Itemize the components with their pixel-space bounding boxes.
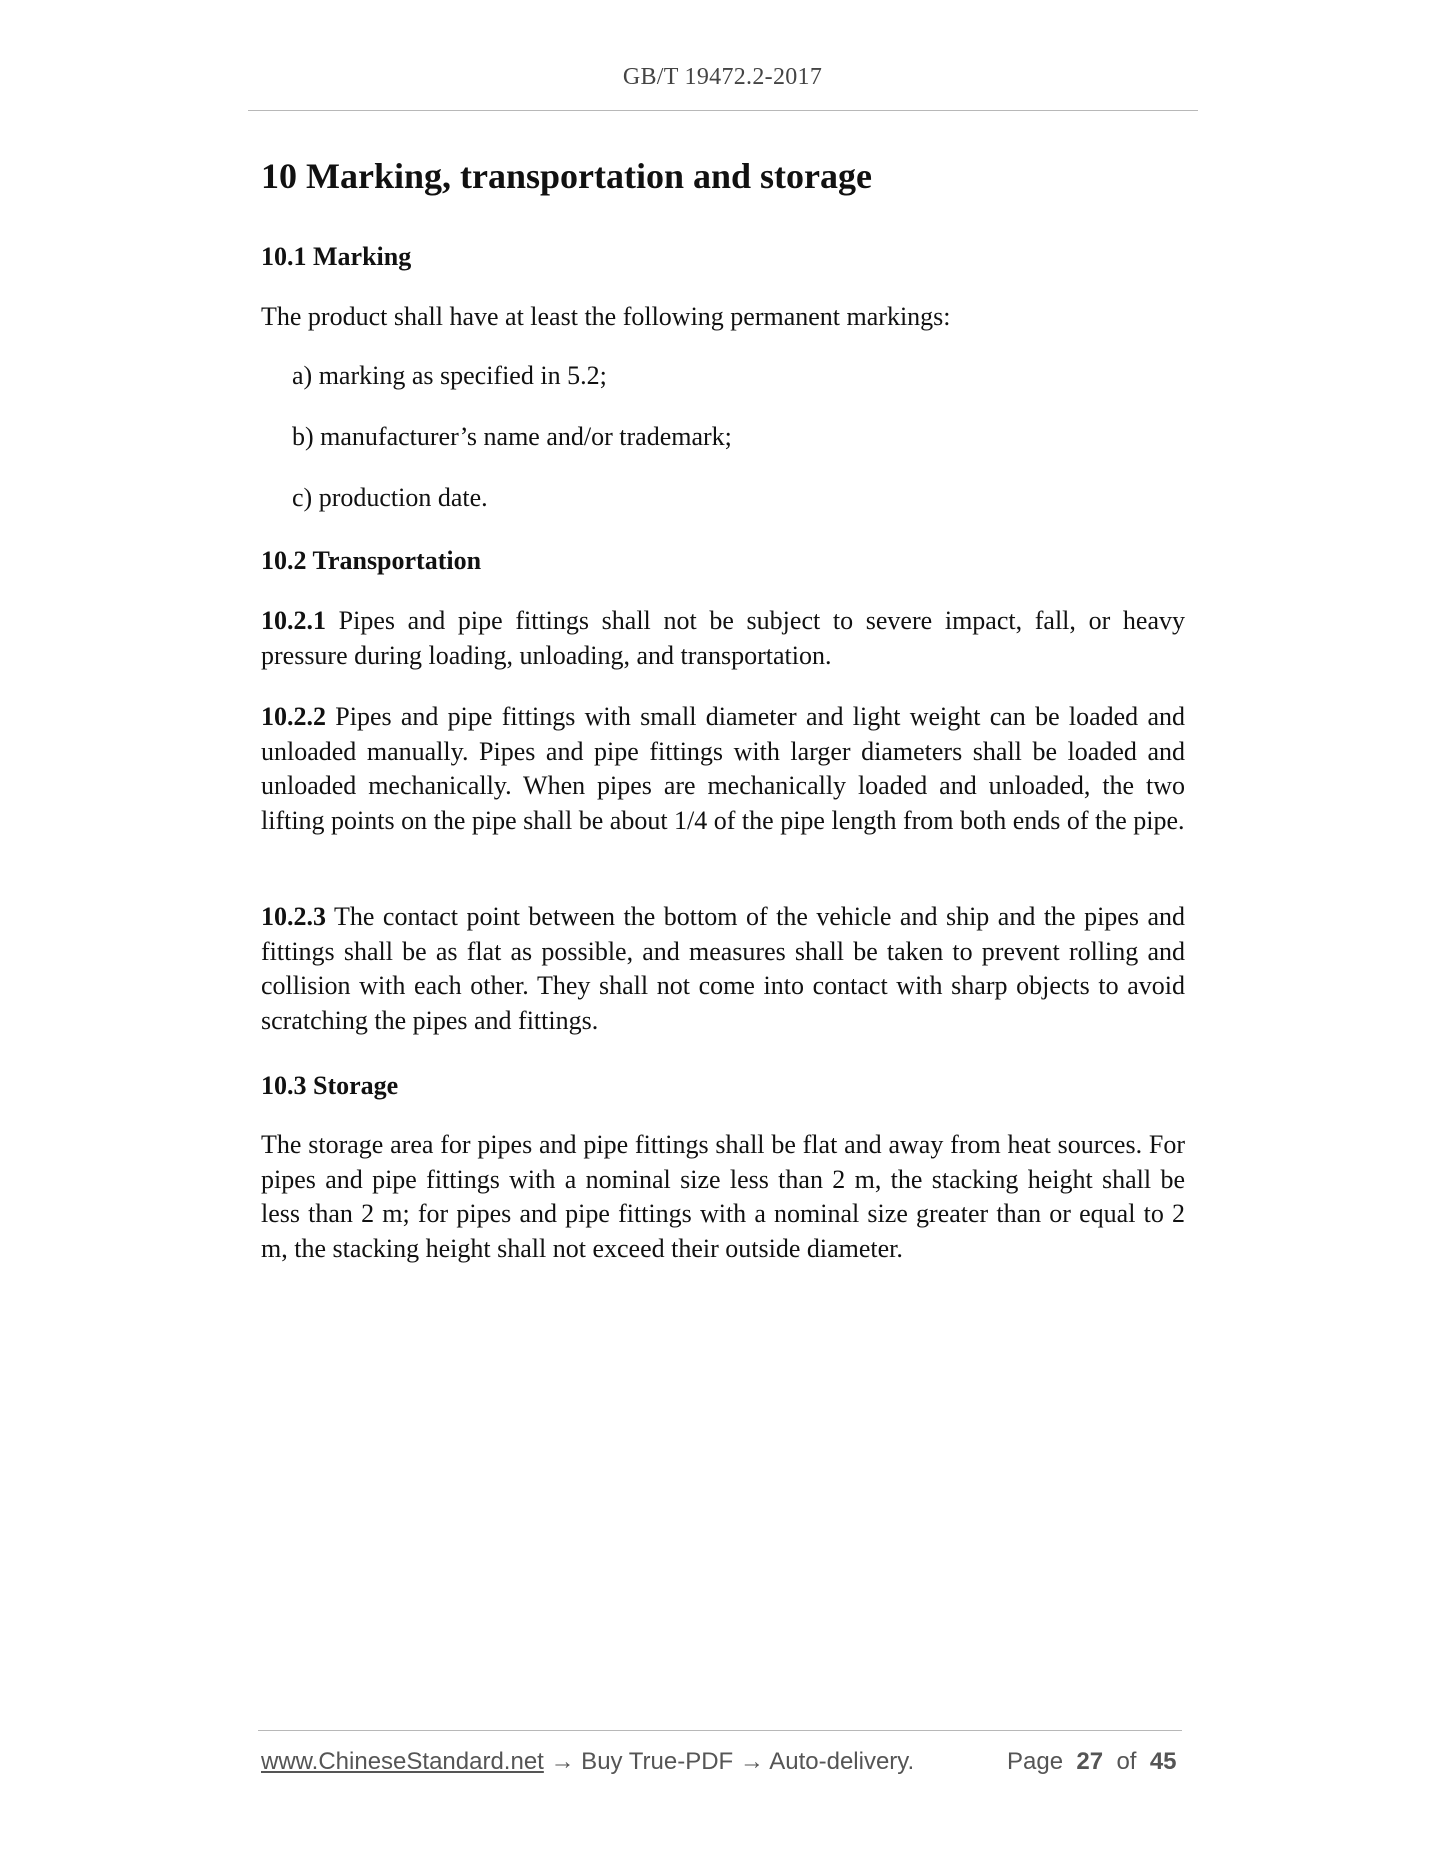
footer-promo-text: → Buy True-PDF → Auto-delivery.: [543, 1748, 915, 1775]
storage-paragraph: The storage area for pipes and pipe fittings shall be flat and away from heat sources. For pipes and pipe fittings with a nominal size less than 2 m, the stacking height shall be less than 2 m; for pipes and pipe fittings with a nominal size greater than or equal to 2 m, the stacking height shall not exceed their outside diameter.: [261, 1130, 1185, 1263]
clause-number: 10.2.2: [261, 702, 326, 731]
clause-10-2-1: [261, 604, 1185, 673]
marking-item-a: a) marking as specified in 5.2;: [292, 361, 607, 390]
chinesestandard-link[interactable]: www.ChineseStandard.net: [261, 1748, 544, 1775]
page-footer: [261, 1748, 1181, 1776]
section-title: 10 Marking, transportation and storage: [261, 156, 872, 196]
clause-text: Pipes and pipe fittings shall not be subject to severe impact, fall, or heavy pressure during loading, unloading, and transportation.: [261, 606, 1185, 670]
clause-text: Pipes and pipe fittings with small diameter and light weight can be loaded and unloaded manually. Pipes and pipe fittings with larger diameters shall be loaded and unloaded mechanically. When pipes are mechanically loaded and unloaded, the two lifting points on the pipe shall be about 1/4 of the pipe length from both ends of the pipe.: [261, 702, 1185, 835]
header-divider: [248, 110, 1198, 111]
page-current: 27: [1076, 1748, 1104, 1775]
document-code-header: GB/T 19472.2-2017: [622, 64, 823, 90]
footer-divider: [258, 1730, 1182, 1731]
clause-number: 10.2.1: [261, 606, 326, 635]
page-label: Page: [1007, 1748, 1064, 1775]
page-indicator: [1007, 1748, 1177, 1776]
storage-heading: 10.3 Storage: [261, 1071, 399, 1100]
marking-item-b: b) manufacturer’s name and/or trademark;: [292, 422, 732, 451]
clause-text: The contact point between the bottom of the vehicle and ship and the pipes and fittings shall be as flat as possible, and measures shall be taken to prevent rolling and collision with each other. They shall not come into contact with sharp objects to avoid scratching the pipes and fittings.: [261, 902, 1185, 1035]
marking-intro: The product shall have at least the following permanent markings:: [261, 302, 951, 331]
page-total: 45: [1149, 1748, 1177, 1775]
transportation-heading: 10.2 Transportation: [261, 546, 482, 575]
page-of-label: of: [1116, 1748, 1137, 1775]
clause-10-2-2: [261, 700, 1185, 838]
marking-heading: 10.1 Marking: [261, 242, 412, 271]
clause-number: 10.2.3: [261, 902, 326, 931]
clause-10-2-3: [261, 900, 1185, 1038]
marking-item-c: c) production date.: [292, 483, 488, 512]
